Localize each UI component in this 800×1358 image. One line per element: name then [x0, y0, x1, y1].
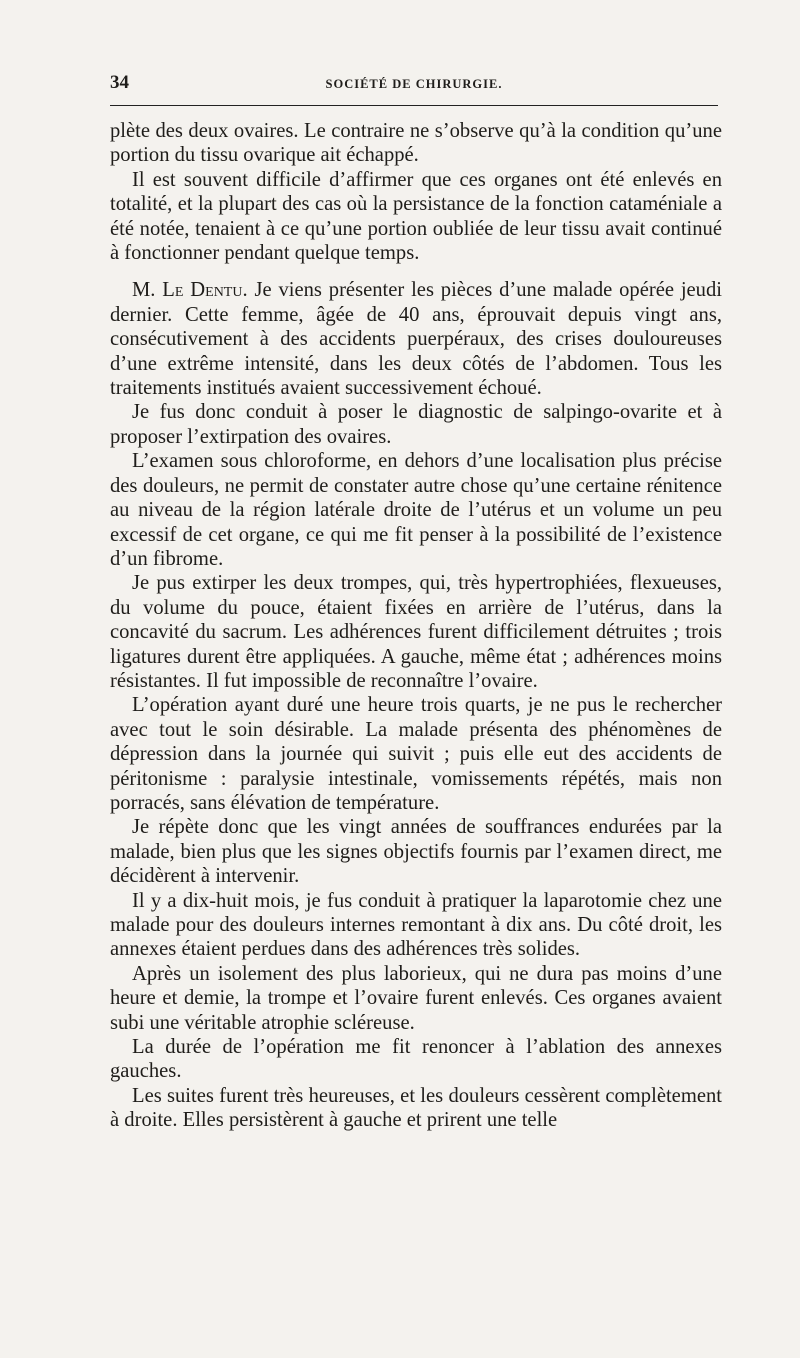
page-number: 34 [110, 72, 129, 93]
paragraph: Je fus donc conduit à poser le diagnostic de salpingo-ovarite et à proposer l’extirpation des ovaires. [110, 401, 722, 448]
paragraph: L’opération ayant duré une heure trois quarts, je ne pus le rechercher avec tout le soin désirable. La malade présenta des phénomènes de dépression dans la journée qui suivit ; puis elle eut des accidents de péritonisme : paralysie intestinale, vomissements répétés, mais non porracés, sans élévation de température. [110, 694, 722, 814]
paragraph-text: Je viens présenter les pièces d’une malade opérée jeudi dernier. Cette femme, âgée de 40 ans, éprouvait depuis vingt ans, consécutivement à des accidents puerpéraux, des crises douloureuses d’une extrême intensité, dans les deux côtés de l’abdomen. Tous les traitements institués avaient successivement échoué. [110, 279, 722, 400]
paragraph: Les suites furent très heureuses, et les douleurs cessèrent complètement à droite. Elles persistèrent à gauche et prirent une telle [110, 1084, 722, 1132]
body-text [110, 119, 722, 1133]
paragraph: La durée de l’opération me fit renoncer à l’ablation des annexes gauches. [110, 1036, 722, 1083]
running-title: SOCIÉTÉ DE CHIRURGIE. [325, 77, 503, 91]
paragraph: Il est souvent difficile d’affirmer que ces organes ont été enlevés en totalité, et la plupart des cas où la persistance de la fonction cataméniale a été notée, tenaient à ce qu’une portion oubliée de leur tissu avait continué à fonctionner pendant quelque temps. [110, 168, 722, 265]
paragraph: Je pus extirper les deux trompes, qui, très hypertrophiées, flexueuses, du volume du pouce, étaient fixées en arrière de l’utérus, dans la concavité du sacrum. Les adhérences furent difficilement détruites ; trois ligatures durent être appliquées. A gauche, même état ; adhérences moins résistantes. Il fut impossible de reconnaître l’ovaire. [110, 572, 722, 692]
speaker-name: M. Le Dentu. [132, 279, 248, 302]
page-header [110, 72, 718, 96]
paragraph: Il y a dix-huit mois, je fus conduit à pratiquer la laparotomie chez une malade pour des douleurs internes remontant à dix ans. Du côté droit, les annexes étaient perdues dans des adhérences très solides. [110, 889, 722, 961]
paragraph: plète des deux ovaires. Le contraire ne s’observe qu’à la condition qu’une portion du tissu ovarique ait échappé. [110, 120, 722, 167]
paragraph: Après un isolement des plus laborieux, qui ne dura pas moins d’une heure et demie, la trompe et l’ovaire furent enlevés. Ces organes avaient subi une véritable atrophie scléreuse. [110, 962, 722, 1034]
paragraph: Je répète donc que les vingt années de souffrances endurées par la malade, bien plus que les signes objectifs fournis par l’examen direct, me décidèrent à intervenir. [110, 816, 722, 888]
header-rule [110, 105, 718, 106]
paragraph: L’examen sous chloroforme, en dehors d’une localisation plus précise des douleurs, ne permit de constater autre chose qu’une certaine rénitence au niveau de la région latérale droite de l’utérus et un volume un peu excessif de cet organe, ce qui me fit penser à la possibilité de l’existence d’un fibrome. [110, 450, 722, 570]
speaker-paragraph [110, 278, 722, 400]
